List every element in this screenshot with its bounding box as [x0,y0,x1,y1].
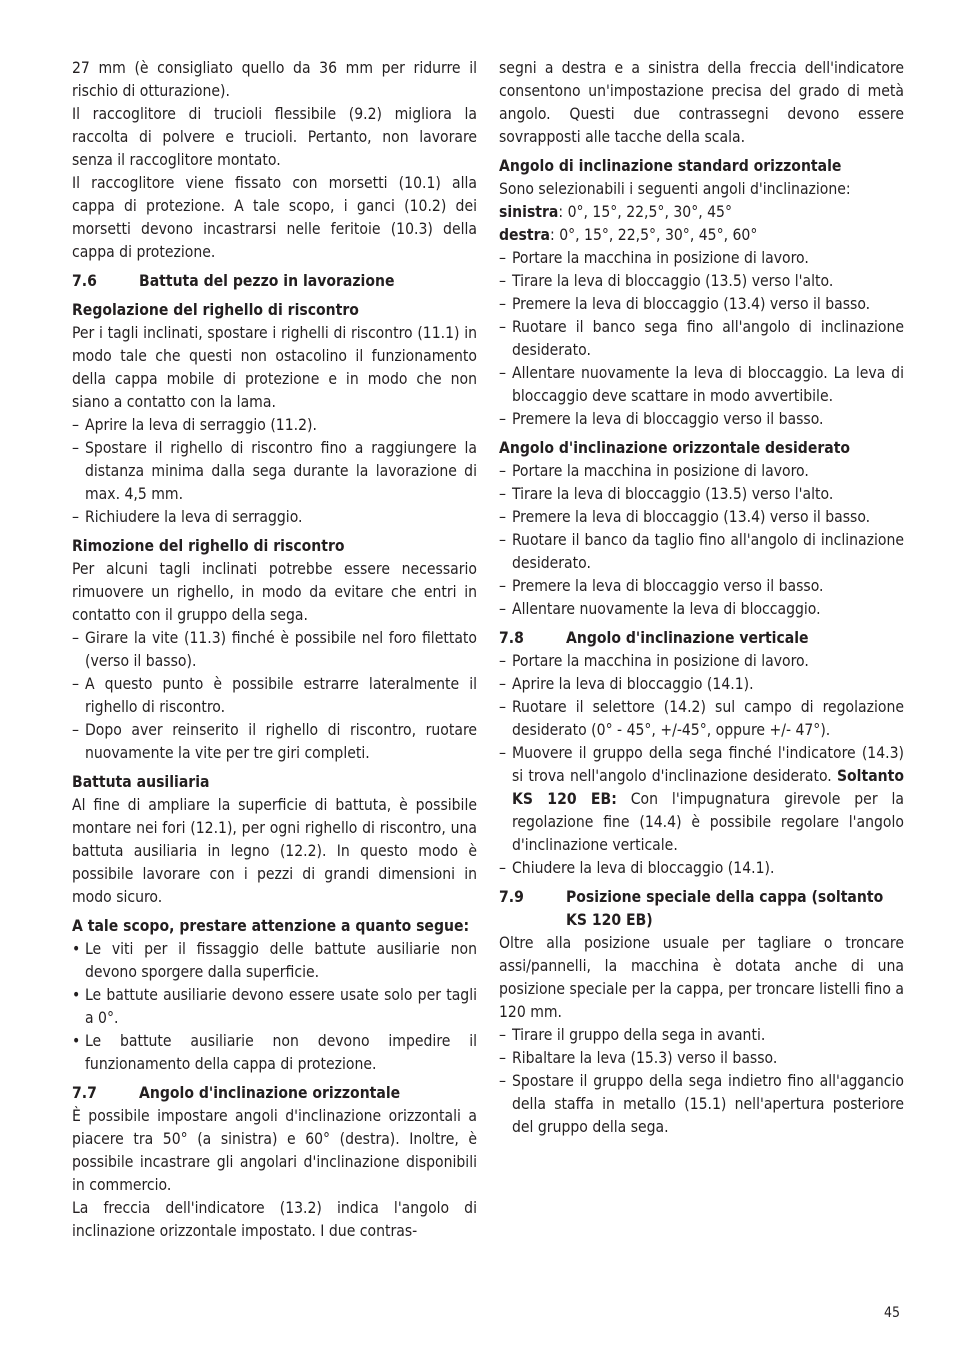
paragraph: Per i tagli inclinati, spostare i righelli di riscontro (11.1) in modo tale che questi non ostacolino il funzionamento della cappa mobile di protezione e in modo che non siano a contatto con la lama. [72,324,477,411]
dash-marker: – [499,295,507,313]
list-item [72,437,477,506]
section-title: Angolo d'inclinazione verticale [566,629,809,647]
list-item-text: Spostare il righello di riscontro fino a raggiungere la distanza minima dalla sega durante la lavorazione di max. 4,5 mm. [85,439,477,503]
dash-list [499,247,904,431]
list-item [499,270,904,293]
subheading-rimozione: Rimozione del righello di riscontro [72,537,345,555]
dash-marker: – [499,410,507,428]
list-item-text: Le battute ausiliarie non devono impedire il funzionamento della cappa di protezione. [85,1032,477,1073]
dash-marker: – [72,675,80,693]
list-item [499,362,904,408]
list-item-text: Premere la leva di bloccaggio verso il basso. [512,577,824,595]
list-item [72,414,477,437]
intro-paragraph: Il raccoglitore di trucioli flessibile (9.2) migliora la raccolta di polvere e trucioli. Pertanto, non lavorare senza il raccoglitore montato. [72,105,477,169]
section-number: 7.9 [499,888,524,906]
list-item-text: Tirare il gruppo della sega in avanti. [512,1026,766,1044]
list-item [499,506,904,529]
dash-marker: – [72,508,80,526]
dash-marker: – [499,675,507,693]
angles-right [499,224,904,247]
bullet-marker: • [72,986,81,1004]
list-item-text: Tirare la leva di bloccaggio (13.5) verso l'alto. [512,272,834,290]
dash-marker: – [499,364,507,382]
subheading-battuta-ausiliaria: Battuta ausiliaria [72,773,210,791]
dash-marker: – [499,462,507,480]
list-item-text: Premere la leva di bloccaggio verso il basso. [512,410,824,428]
dash-marker: – [499,600,507,618]
dash-marker: – [72,439,80,457]
list-item-text: Muovere il gruppo della sega finché l'indicatore (14.3) si trova nell'angolo d'inclinazione desiderato. [512,744,904,785]
dash-marker: – [499,652,507,670]
list-item-text: Spostare il gruppo della sega indietro fino all'aggancio della staffa in metallo (15.1) nell'apertura posteriore del gruppo della sega. [512,1072,904,1136]
list-item [499,460,904,483]
section-title: Battuta del pezzo in lavorazione [139,272,395,290]
dash-marker: – [499,1049,507,1067]
dash-marker: – [499,744,507,762]
list-item [499,483,904,506]
paragraph: Al fine di ampliare la superficie di battuta, è possibile montare nei fori (12.1), per ogni righello di riscontro, una battuta ausiliaria in legno (12.2). In questo modo è possibile lavorare con i pezzi di grandi dimensioni in modo sicuro. [72,796,477,906]
list-item-text: Chiudere la leva di bloccaggio (14.1). [512,859,775,877]
list-item [72,673,477,719]
values-destra: : 0°, 15°, 22,5°, 30°, 45°, 60° [550,226,758,244]
section-heading-7-6 [72,270,477,293]
section-heading-7-8 [499,627,904,650]
list-item-text: Aprire la leva di serraggio (11.2). [85,416,317,434]
right-column [499,57,904,1139]
dash-list [499,857,904,880]
list-item [72,938,477,984]
intro-paragraph: Il raccoglitore viene fissato con morsetti (10.1) alla cappa di protezione. A tale scopo, i ganci (10.2) dei morsetti devono incastrarsi nelle feritoie (10.3) della cappa di protezione. [72,174,477,261]
dash-marker: – [499,508,507,526]
list-item-text: Portare la macchina in posizione di lavoro. [512,652,809,670]
list-item [499,529,904,575]
dash-marker: – [499,1026,507,1044]
dash-marker: – [499,859,507,877]
dash-marker: – [72,629,80,647]
section-number: 7.8 [499,629,524,647]
section-title: Angolo d'inclinazione orizzontale [139,1084,401,1102]
list-item-text: Ribaltare la leva (15.3) verso il basso. [512,1049,778,1067]
list-item [499,696,904,742]
section-number: 7.7 [72,1084,97,1102]
paragraph: È possibile impostare angoli d'inclinazione orizzontali a piacere tra 50° (a sinistra) e 60° (destra). Inoltre, è possibile incastrare gli angolari d'inclinazione disponibili in commercio. [72,1107,477,1194]
dash-list [72,414,477,529]
list-item-text: Ruotare il banco sega fino all'angolo di inclinazione desiderato. [512,318,904,359]
dash-list [499,460,904,621]
page-number: 45 [884,1305,901,1321]
list-item [499,673,904,696]
list-item [72,506,477,529]
dash-marker: – [499,249,507,267]
list-item-text: Le viti per il fissaggio delle battute ausiliarie non devono sporgere dalla superficie. [85,940,477,981]
list-item [72,627,477,673]
paragraph: Sono selezionabili i seguenti angoli d'inclinazione: [499,180,851,198]
paragraph: segni a destra e a sinistra della freccia dell'indicatore consentono un'impostazione precisa del grado di metà angolo. Questi due contrassegni devono essere sovrapposti alle tacche della scala. [499,59,904,146]
bullet-list [72,938,477,1076]
list-item [499,857,904,880]
list-item-text: Tirare la leva di bloccaggio (13.5) verso l'alto. [512,485,834,503]
dash-list [499,742,904,857]
dash-marker: – [499,1072,507,1090]
list-item [499,1070,904,1139]
list-item-text: Premere la leva di bloccaggio (13.4) verso il basso. [512,295,871,313]
list-item [499,1047,904,1070]
dash-list [499,1024,904,1139]
list-item [499,293,904,316]
list-item [499,650,904,673]
list-item [499,247,904,270]
list-item [72,719,477,765]
label-destra: destra [499,226,551,244]
dash-marker: – [72,416,80,434]
list-item-text: Girare la vite (11.3) finché è possibile nel foro filettato (verso il basso). [85,629,477,670]
bullet-marker: • [72,1032,81,1050]
section-heading-7-7 [72,1082,477,1105]
subheading-desiderato: Angolo d'inclinazione orizzontale desiderato [499,439,851,457]
list-item-text: Le battute ausiliarie devono essere usate solo per tagli a 0°. [85,986,477,1027]
dash-marker: – [499,531,507,549]
dash-marker: – [72,721,80,739]
dash-marker: – [499,577,507,595]
list-item [499,742,904,857]
intro-paragraph: 27 mm (è consigliato quello da 36 mm per ridurre il rischio di otturazione). [72,59,477,100]
left-column [72,57,477,1243]
values-sinistra: : 0°, 15°, 22,5°, 30°, 45° [558,203,732,221]
list-item [499,316,904,362]
list-item-text: Portare la macchina in posizione di lavoro. [512,249,809,267]
list-item-text: Premere la leva di bloccaggio (13.4) verso il basso. [512,508,871,526]
bullet-marker: • [72,940,81,958]
list-item [72,1030,477,1076]
list-item-text: Portare la macchina in posizione di lavoro. [512,462,809,480]
list-item-text: Dopo aver reinserito il righello di riscontro, ruotare nuovamente la vite per tre giri completi. [85,721,477,762]
list-item [499,408,904,431]
dash-marker: – [499,318,507,336]
dash-marker: – [499,485,507,503]
label-sinistra: sinistra [499,203,559,221]
subheading-standard: Angolo di inclinazione standard orizzontale [499,157,842,175]
subheading-regolazione: Regolazione del righello di riscontro [72,301,359,319]
list-item-text: Aprire la leva di bloccaggio (14.1). [512,675,754,693]
dash-list [72,627,477,765]
list-item-text: Allentare nuovamente la leva di bloccaggio. [512,600,821,618]
section-heading-7-9 [499,886,904,932]
dash-list [499,650,904,742]
section-number: 7.6 [72,272,97,290]
list-item-text: Allentare nuovamente la leva di bloccaggio. La leva di bloccaggio deve scattare in modo avvertibile. [512,364,904,405]
dash-marker: – [499,698,507,716]
list-item [499,598,904,621]
section-title: Posizione speciale della cappa (soltanto KS 120 EB) [566,888,884,929]
list-item [499,575,904,598]
list-item [499,1024,904,1047]
list-item [72,984,477,1030]
paragraph: La freccia dell'indicatore (13.2) indica l'angolo di inclinazione orizzontale impostato. I due contras- [72,1199,477,1240]
list-item-text: Con l'impugnatura girevole per la regolazione fine (14.4) è possibile regolare l'angolo d'inclinazione verticale. [512,790,904,854]
dash-marker: – [499,272,507,290]
list-item-text: Ruotare il selettore (14.2) sul campo di regolazione desiderato (0° - 45°, +/-45°, oppure +/- 47°). [512,698,904,739]
angles-left [499,201,904,224]
list-item-text: A questo punto è possibile estrarre lateralmente il righello di riscontro. [85,675,477,716]
list-item-bold: Soltanto KS 120 EB: [512,767,904,808]
list-item-text: Richiudere la leva di serraggio. [85,508,303,526]
subheading-attenzione: A tale scopo, prestare attenzione a quanto segue: [72,917,470,935]
list-item-text: Ruotare il banco da taglio fino all'angolo di inclinazione desiderato. [512,531,904,572]
paragraph: Per alcuni tagli inclinati potrebbe essere necessario rimuovere un righello, in modo da evitare che entri in contatto con il gruppo della sega. [72,560,477,624]
paragraph: Oltre alla posizione usuale per tagliare o troncare assi/pannelli, la macchina è dotata anche di una posizione speciale per la cappa, per troncare listelli fino a 120 mm. [499,934,904,1021]
